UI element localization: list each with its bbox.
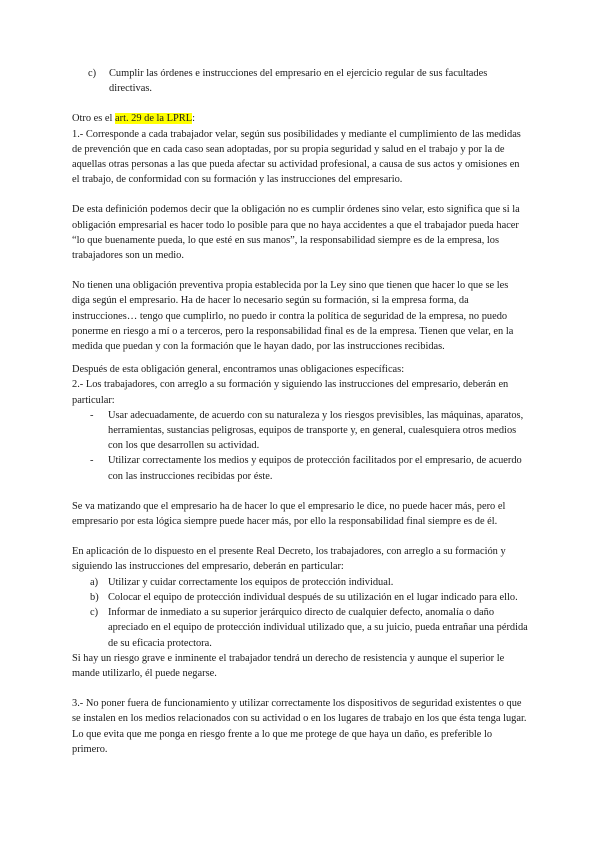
risk-paragraph: Si hay un riesgo grave e inminente el trabajador tendrá un derecho de resistencia y aunque el superior le mande utilizarlo, él puede negarse. bbox=[72, 652, 505, 679]
no-obligation-paragraph: No tienen una obligación preventiva propia establecida por la Ley sino que tienen que hacer lo que se les diga según el empresario. Ha de hacer lo necesario según su formación, si la empresa forma, da instrucciones… tengo que cumplirlo, no puedo ir contra la política de seguridad de la empresa, no puedo ponerme en riesgo a mí o a terceros, pero la responsabilidad final es de la empresa. Tienen que velar, en la medida que puedan y con la formación que le hayan dado, por las instrucciones recibidas. bbox=[72, 280, 514, 353]
highlighted-reference: art. 29 de la LPRL bbox=[115, 113, 193, 125]
paragraph-gap bbox=[72, 187, 528, 202]
list-item-text: Utilizar correctamente los medios y equipos de protección facilitados por el empresario, de acuerdo con las instrucciones recibidas por éste. bbox=[108, 455, 522, 482]
point2-paragraph: 2.- Los trabajadores, con arreglo a su formación y siguiendo las instrucciones del empresario, deberán en particular: bbox=[72, 379, 509, 406]
document-page bbox=[72, 66, 528, 757]
paragraph-gap bbox=[72, 96, 528, 111]
list-item-c bbox=[88, 66, 528, 96]
real-decreto-intro: En aplicación de lo dispuesto en el presente Real Decreto, los trabajadores, con arreglo a su formación y siguiendo las instrucciones del empresario, deberán en particular: bbox=[72, 546, 506, 573]
paragraph-gap bbox=[72, 354, 528, 362]
list-item-text: Colocar el equipo de protección individual después de su utilización en el lugar indicado para ello. bbox=[108, 591, 518, 603]
point3-paragraph: 3.- No poner fuera de funcionamiento y utilizar correctamente los dispositivos de seguridad existentes o que se instalen en los medios relacionados con su actividad o en los lugares de trabajo en los que ésta tenga lugar. Lo que evita que me ponga en riesgo frente a lo que me protege de que haya un daño, es preferible lo primero. bbox=[72, 698, 527, 755]
art29-intro bbox=[72, 111, 528, 126]
list-item-text: Utilizar y cuidar correctamente los equipos de protección individual. bbox=[108, 576, 394, 588]
list-marker: - bbox=[90, 409, 94, 421]
dash-list-item bbox=[90, 408, 528, 454]
definition-paragraph: De esta definición podemos decir que la obligación no es cumplir órdenes sino velar, esto significa que si la obligación empresarial es hacer todo lo posible para que no haya accidentes a que el trabajador pueda hacer “lo que buenamente pueda, lo que esté en sus manos”, la responsabilidad siempre es de la empresa, los trabajadores son un medio. bbox=[72, 204, 520, 262]
paragraph-gap bbox=[72, 681, 528, 696]
list-item-text: Usar adecuadamente, de acuerdo con su naturaleza y los riesgos previsibles, las máquinas, aparatos, herramientas, sustancias peligrosas, equipos de transporte y, en general, cualesquiera otros medios con los que desarrollen su actividad. bbox=[108, 409, 524, 452]
dash-list-item bbox=[90, 453, 528, 483]
list-item-b bbox=[90, 590, 528, 605]
paragraph-gap bbox=[72, 263, 528, 278]
list-marker: c) bbox=[88, 68, 97, 79]
list-item-a bbox=[90, 575, 528, 590]
list-item-text: Informar de inmediato a su superior jerárquico directo de cualquier defecto, anomalía o daño apreciado en el equipo de protección individual utilizado que, a su juicio, pueda entrañar una pérdida de su eficacia protectora. bbox=[108, 607, 528, 649]
art29-intro-pre: Otro es el bbox=[72, 113, 115, 125]
paragraph-gap bbox=[72, 484, 528, 499]
list-marker: c) bbox=[90, 607, 99, 619]
art29-intro-post: : bbox=[192, 113, 195, 125]
list-marker: - bbox=[90, 455, 94, 467]
list-marker: b) bbox=[90, 591, 99, 603]
specific-obligations-intro: Después de esta obligación general, encontramos unas obligaciones específicas: bbox=[72, 364, 405, 376]
art29-point1: 1.- Corresponde a cada trabajador velar, según sus posibilidades y mediante el cumplimiento de las medidas de prevención que en cada caso sean adoptadas, por su propia seguridad y salud en el trabajo y por la de aquellas otras personas a las que pueda afectar su actividad profesional, a causa de sus actos y omisiones en el trabajo, de conformidad con su formación y las instrucciones del empresario. bbox=[72, 128, 521, 186]
matizando-paragraph: Se va matizando que el empresario ha de hacer lo que el empresario le dice, no puede hacer más, pero el empresario por esta lógica siempre puede hacer más, por ello la responsabilidad final siempre es de él. bbox=[72, 500, 506, 528]
paragraph-gap bbox=[72, 529, 528, 544]
list-item-text: Cumplir las órdenes e instrucciones del empresario en el ejercicio regular de sus facultades directivas. bbox=[109, 68, 488, 95]
list-marker: a) bbox=[90, 576, 99, 588]
list-item-c bbox=[90, 605, 528, 651]
